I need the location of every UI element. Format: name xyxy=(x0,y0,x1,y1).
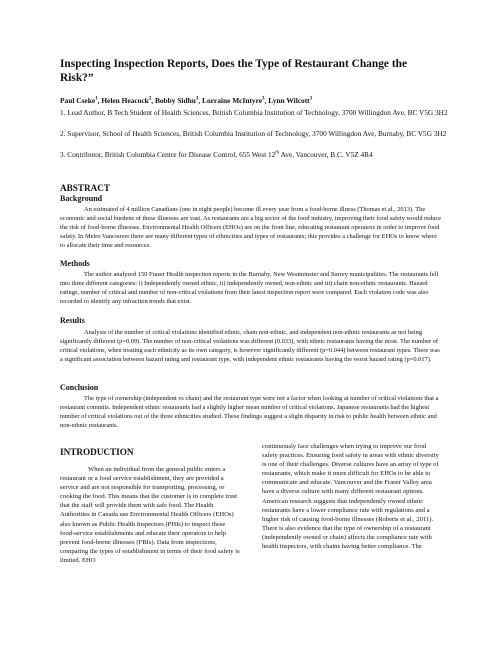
author: Paul Cseke$^1$, xyxy=(60,96,102,105)
author: Bobby Sidhu$^3$, xyxy=(154,96,203,105)
conclusion-heading: Conclusion xyxy=(60,383,99,392)
affiliation-2: 2. Supervisor, School of Health Sciences, British Columbia Institution of Technology, 3700 Willingdon Ave, Burnaby, BC V5G 3H2 xyxy=(60,129,447,138)
methods-heading: Methods xyxy=(60,259,90,268)
author: Lynn Wilcott$^3$ xyxy=(268,96,313,105)
methods-paragraph: The author analyzed 150 Fraser Health inspection reports in the Burnaby, New Westminster and Surrey municipalities. The restaurants fell into three different categories: i) Independently owned ethnic, ii) independently owned, non-ethnic and iii) chain non-ethnic restaurants. Hazard ratings, number of critical and number of non-critical violations from their latest inspection report were compared. Each violation code was also recorded to identify any infraction trends that exist. xyxy=(60,271,439,306)
abstract-heading: ABSTRACT xyxy=(60,183,111,193)
background-paragraph: An estimated of 4 million Canadians (one in eight people) become ill every year from a food-borne illness (Thomas et al., 2013). The economic and social burdens of these illnesses are vast. As restaurants are a big sector of the food industry, improving their food safety would reduce the risk of food-borne illnesses. Environmental Health Officers (EHOs) are on the front line, educating restaurant operators in order to improve food safety. In Metro Vancouver there are many different types of ethnicities and types of restaurants; this provides a challenge for EHOs to know where to allocate their time and resources. xyxy=(60,206,442,250)
paper-title: Inspecting Inspection Reports, Does the Type of Restaurant Change the Risk?” xyxy=(60,58,407,84)
introduction-heading: INTRODUCTION xyxy=(60,447,134,457)
results-paragraph: Analysis of the number of critical violations identified ethnic, chain non-ethnic, and independent non-ethnic restaurants as not being significantly different (p=0.09). The number of non-critical violations was different (0.033), with ethnic restaurants having the most. The number of critical violations, when treating each ethnicity as its own category, is however significantly different (p=0.044) between restaurant types. There was a significant association between hazard rating and restaurant type, with independent ethnic restaurants having the worst hazard rating (p=0.017). xyxy=(60,329,440,364)
author: Lorraine McIntyre$^3$, xyxy=(202,96,269,105)
author: Helen Heacock$^2$, xyxy=(101,96,155,105)
results-heading: Results xyxy=(60,316,85,325)
affiliation-3: 3. Contributor, British Columbia Centre for Disease Control, 655 West 12th Ave, Vancouver, B.C. V5Z 4R4 xyxy=(60,150,373,159)
conclusion-paragraph: The type of ownership (independent vs chain) and the restaurant type were not a factor when looking at number of critical violations that a restaurant commits. Independent ethnic restaurants had a slightly higher mean number of critical violations. Japanese restaurants had the highest number of critical violations out of the three ethnicities studied. These findings suggest a slight disparity in risk to public health between ethnic and non-ethnic restaurants. xyxy=(60,395,439,430)
affiliation-1: 1. Lead Author, B Tech Student of Health Sciences, British Columbia Institution of Technology, 3700 Willingdon Ave, BC V5G 3H2 xyxy=(60,108,448,117)
introduction-column-2: continuously face challenges when trying to improve our food safety practices. Ensuring food safety in areas with ethnic diversity is one of their challenges. Diverse cultures have an array of type of restaurants, which make it more difficult for EHOs to be able to communicate and educate. Vancouver and the Fraser Valley area have a diverse culture with many different restaurant options. American research suggests that independently owned ethnic restaurants have a lower compliance rate with regulations and a higher risk of causing food-borne illnesses (Roberts et al., 2011). There is also evidence that the type of ownership of a restaurant (independently owned or chain) affects the compliance rate with health inspectors, with chains having better compliance. The xyxy=(262,443,439,551)
author-list xyxy=(60,96,450,105)
introduction-column-1: When an individual from the general public enters a restaurant or a food service establishment, they are provided a service and are not responsible for transporting, processing, or cooking the food. This means that the customer is in complete trust that the staff will provide them with safe food. The Health Authorities in Canada use Environmental Health Officers (EHOs) also known as Public Health Inspectors (PHIs) to inspect these food-service establishments and educate their operators to help prevent food-borne illnesses (FBIs). Data from inspections, comparing the types of establishment in terms of their food safety is limited. EHO xyxy=(60,466,240,564)
background-heading: Background xyxy=(60,194,103,203)
